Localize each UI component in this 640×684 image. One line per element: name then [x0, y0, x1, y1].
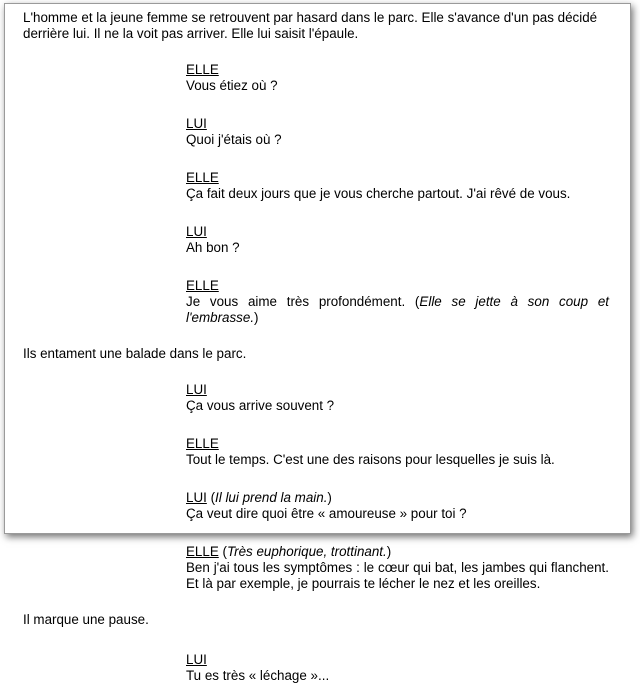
speaker-name: ELLE	[186, 278, 219, 293]
dialogue-line: Ça vous arrive souvent ?	[186, 398, 335, 413]
speaker-name: LUI	[186, 652, 207, 667]
speaker-name: LUI	[186, 116, 207, 131]
stage-direction: Il marque une pause.	[23, 612, 149, 627]
speaker-name: LUI	[186, 224, 207, 239]
speaker-name: ELLE	[186, 544, 219, 559]
dialogue-line: Vous étiez où ?	[186, 78, 278, 93]
dialogue-block	[186, 116, 609, 148]
dialogue-line: Ça veut dire quoi être « amoureuse » pour toi ?	[186, 506, 467, 521]
dialogue-block	[186, 544, 609, 592]
direction-close: )	[327, 490, 332, 505]
dialogue-block	[186, 278, 609, 326]
speaker-stage-direction: Très euphorique, trottinant.	[226, 544, 387, 559]
speaker-name: LUI	[186, 382, 207, 397]
speaker-stage-direction: Il lui prend la main.	[215, 490, 328, 505]
speaker-name: ELLE	[186, 170, 219, 185]
dialogue-line	[186, 294, 609, 326]
direction-open: (	[206, 490, 216, 505]
dialogue-line: Tout le temps. C'est une des raisons pour lesquelles je suis là.	[186, 452, 555, 467]
dialogue-line: Tu es très « léchage »...	[186, 668, 330, 683]
dialogue-line: Quoi j'étais où ?	[186, 132, 282, 147]
dialogue-block	[186, 62, 609, 94]
dialogue-text-end: )	[254, 310, 259, 325]
dialogue-line: Ben j'ai tous les symptômes : le cœur qui bat, les jambes qui flanchent. Et là par exemple, je pourrais te lécher le nez et les oreilles.	[186, 560, 609, 591]
dialogue-block	[186, 170, 609, 202]
speaker-name: LUI	[186, 490, 207, 505]
dialogue-block	[186, 382, 609, 414]
script-page	[23, 10, 619, 684]
dialogue-line: Ça fait deux jours que je vous cherche partout. J'ai rêvé de vous.	[186, 186, 571, 201]
dialogue-block	[186, 490, 609, 522]
direction-close: )	[386, 544, 392, 559]
dialogue-line: Ah bon ?	[186, 240, 240, 255]
dialogue-block	[186, 652, 609, 684]
dialogue-block	[186, 224, 609, 256]
dialogue-block	[186, 436, 609, 468]
document-frame	[4, 3, 631, 683]
stage-direction: Ils entament une balade dans le parc.	[23, 346, 247, 361]
direction-open: (	[218, 544, 227, 559]
stage-direction: L'homme et la jeune femme se retrouvent par hasard dans le parc. Elle s'avance d'un pas décidé derrière lui. Il ne la voit pas arriver. Elle lui saisit l'épaule.	[23, 10, 598, 41]
dialogue-text: Je vous aime très profondément. (	[186, 294, 420, 309]
speaker-name: ELLE	[186, 436, 219, 451]
inline-stage-direction: Elle se jette à son coup et l'embrasse.	[186, 294, 609, 325]
speaker-name: ELLE	[186, 62, 219, 77]
